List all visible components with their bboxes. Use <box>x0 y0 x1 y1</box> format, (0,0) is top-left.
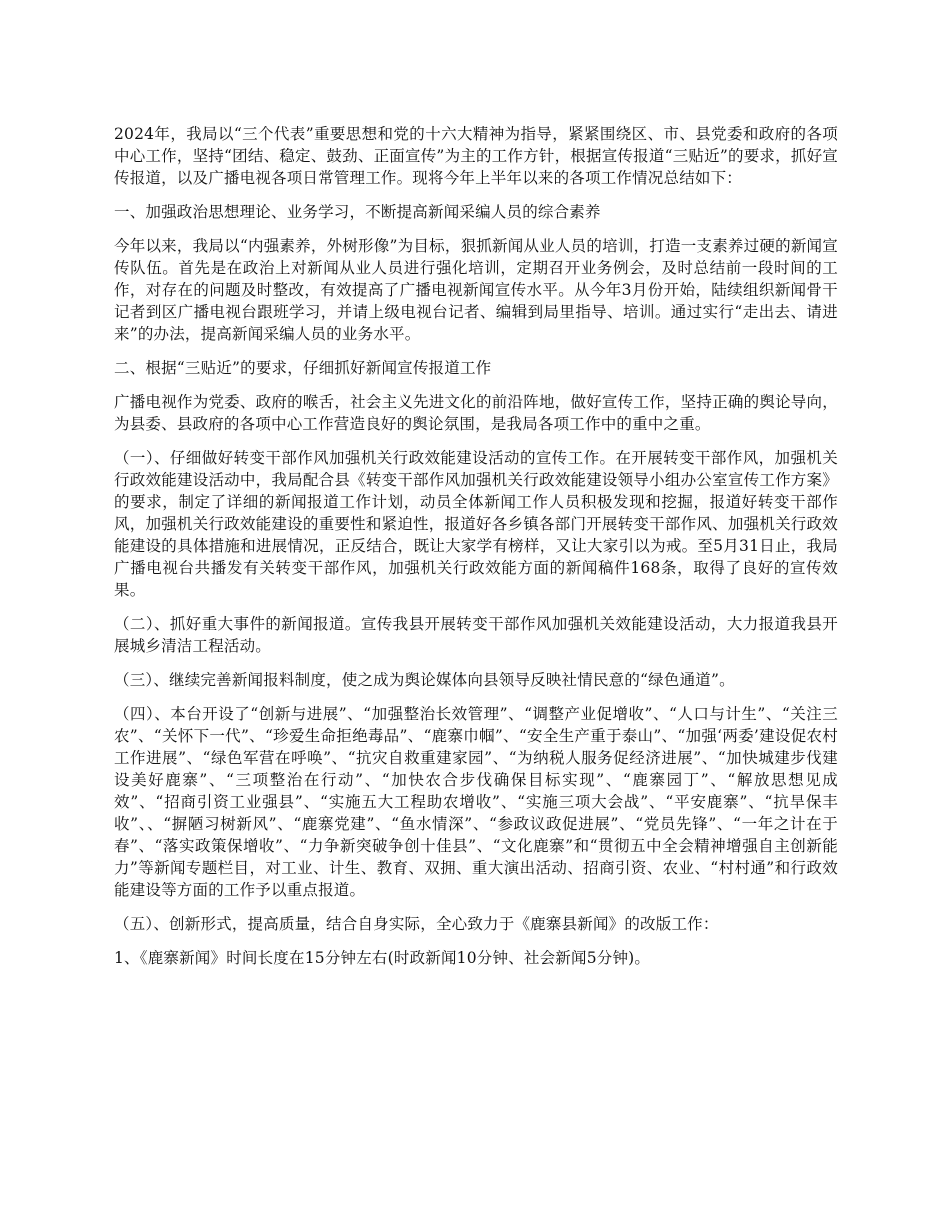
section-1-paragraph: 今年以来，我局以“内强素养，外树形像”为目标，狠抓新闻从业人员的培训，打造一支素养过硬的新闻宣传队伍。首先是在政治上对新闻从业人员进行强化培训，定期召开业务例会，及时总结前一段时间的工作，对存在的问题及时整改，有效提高了广播电视新闻宣传水平。从今年3月份开始，陆续组织新闻骨干记者到区广播电视台跟班学习，并请上级电视台记者、编辑到局里指导、培训。通过实行“走出去、请进来”的办法，提高新闻采编人员的业务水平。 <box>114 237 838 343</box>
item-6-paragraph: 1、《鹿寨新闻》时间长度在15分钟左右(时政新闻10分钟、社会新闻5分钟)。 <box>114 949 651 967</box>
item-4-paragraph: （四）、本台开设了“创新与进展”、“加强整治长效管理”、“调整产业促增收”、“人口与计生”、“关注三农”、“关怀下一代”、“珍爱生命拒绝毒品”、“鹿寨巾帼”、“安全生产重于泰山”、“加强‘两委’建设促农村工作进展”、“绿色军营在呼唤”、“抗灾自救重建家园”、“为纳税人服务促经济进展”、“加快城建步伐建设美好鹿寨”、“三项整治在行动”、“加快农合步伐确保目标实现”、“鹿寨园丁”、“解放思想见成效”、“招商引资工业强县”、“实施五大工程助农增收”、“实施三项大会战”、“平安鹿寨”、“抗旱保丰收”、、“摒陋习树新风”、“鹿寨党建”、“鱼水情深”、“参政议政促进展”、“党员先锋”、“一年之计在于春”、“落实政策保增收”、“力争新突破争创十佳县”、“文化鹿寨”和“贯彻五中全会精神增强自主创新能力”等新闻专题栏目，对工业、计生、教育、双拥、重大演出活动、招商引资、农业、“村村通”和行政效能建设等方面的工作予以重点报道。 <box>114 705 838 899</box>
section-2-heading: 二、根据“三贴近”的要求，仔细抓好新闻宣传报道工作 <box>114 359 492 377</box>
item-2-paragraph: （二）、抓好重大事件的新闻报道。宣传我县开展转变干部作风加强机关效能建设活动，大力报道我县开展城乡清洁工程活动。 <box>114 615 838 655</box>
item-3-paragraph: （三）、继续完善新闻报料制度，使之成为舆论媒体向县领导反映社情民意的“绿色通道”。 <box>114 671 735 689</box>
section-2-paragraph: 广播电视作为党委、政府的喉舌，社会主义先进文化的前沿阵地，做好宣传工作，坚持正确的舆论导向，为县委、县政府的各项中心工作营造良好的舆论氛围，是我局各项工作中的重中之重。 <box>114 393 838 433</box>
item-5-paragraph: （五）、创新形式，提高质量，结合自身实际，全心致力于《鹿寨县新闻》的改版工作： <box>114 915 719 933</box>
item-1-paragraph: （一）、仔细做好转变干部作风加强机关行政效能建设活动的宣传工作。在开展转变干部作风，加强机关行政效能建设活动中，我局配合县《转变干部作风加强机关行政效能建设领导小组办公室宣传工作方案》的要求，制定了详细的新闻报道工作计划，动员全体新闻工作人员积极发现和挖掘，报道好转变干部作风，加强机关行政效能建设的重要性和紧迫性，报道好各乡镇各部门开展转变干部作风、加强机关行政效能建设的具体措施和进展情况，正反结合，既让大家学有榜样，又让大家引以为戒。至5月31日止，我局广播电视台共播发有关转变干部作风，加强机关行政效能方面的新闻稿件168条，取得了良好的宣传效果。 <box>114 449 838 599</box>
intro-paragraph: 2024年，我局以“三个代表”重要思想和党的十六大精神为指导，紧紧围绕区、市、县党委和政府的各项中心工作，坚持“团结、稳定、鼓劲、正面宣传”为主的工作方针，根据宣传报道“三贴近”的要求，抓好宣传报道，以及广播电视各项日常管理工作。现将今年上半年以来的各项工作情况总结如下： <box>114 125 838 187</box>
document-page <box>114 123 838 981</box>
section-1-heading: 一、加强政治思想理论、业务学习，不断提高新闻采编人员的综合素养 <box>114 203 601 221</box>
